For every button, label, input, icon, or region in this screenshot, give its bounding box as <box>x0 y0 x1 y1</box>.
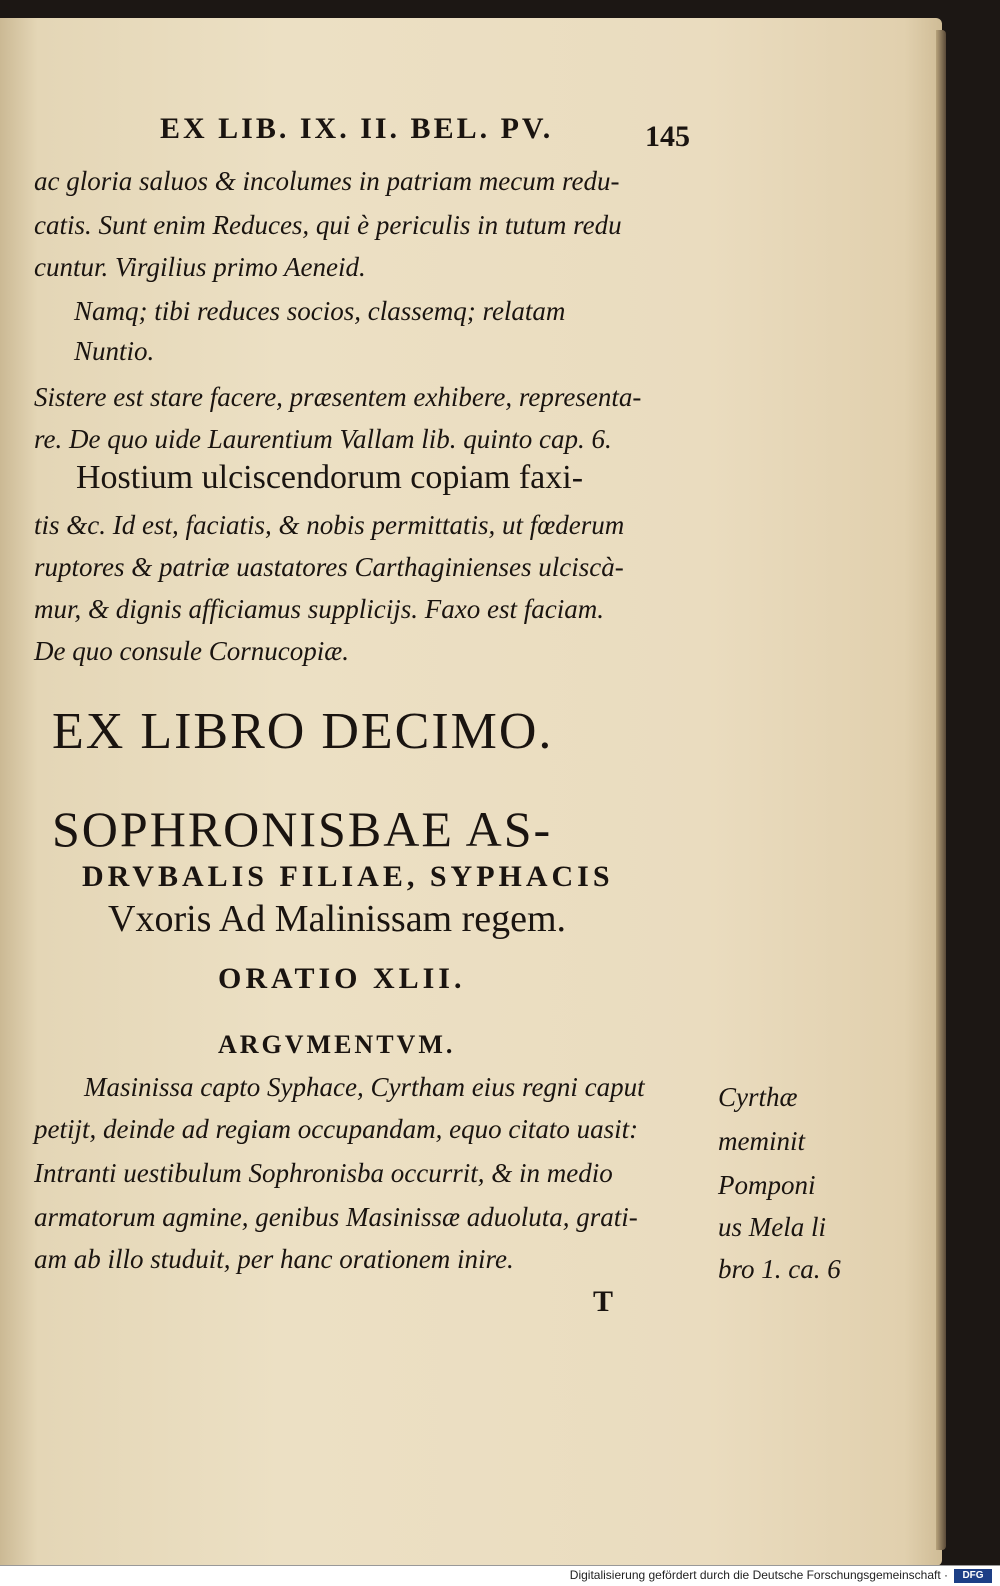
text-line: Sistere est stare facere, præsentem exhibere, representa- <box>34 382 642 412</box>
text-line: catis. Sunt enim Reduces, qui è periculis in tutum redu <box>34 210 622 240</box>
running-head: EX LIB. IX. II. BEL. PV. <box>160 112 554 145</box>
marginal-note-line: bro 1. ca. 6 <box>718 1254 841 1284</box>
oration-title-line-1: SOPHRONISBAE AS- <box>52 801 553 857</box>
oration-title-line-2: DRVBALIS FILIAE, SYPHACIS <box>82 860 614 893</box>
marginal-note-line: us Mela li <box>718 1212 826 1242</box>
lemma-line: Hostium ulciscendorum copiam faxi- <box>76 459 584 496</box>
text-line: Nuntio. <box>74 336 155 366</box>
argument-line: petijt, deinde ad regiam occupandam, equo citato uasit: <box>34 1114 639 1144</box>
text-line: ruptores & patriæ uastatores Carthaginienses ulciscà- <box>34 552 624 582</box>
book-heading: EX LIBRO DECIMO. <box>52 703 554 760</box>
marginal-note-line: meminit <box>718 1126 805 1156</box>
text-line: mur, & dignis afficiamus supplicijs. Faxo est faciam. <box>34 594 604 624</box>
argument-line: am ab illo studuit, per hanc orationem inire. <box>34 1244 514 1274</box>
text-line: tis &c. Id est, faciatis, & nobis permittatis, ut fœderum <box>34 510 625 540</box>
page-number: 145 <box>645 120 690 153</box>
digitization-footer <box>0 1565 1000 1586</box>
catchword: T <box>593 1285 614 1318</box>
dfg-logo-icon: DFG <box>954 1569 992 1583</box>
oration-title-line-3: Vxoris Ad Malinissam regem. <box>108 898 567 940</box>
marginal-note-line: Pomponi <box>718 1170 816 1200</box>
marginal-note-line: Cyrthæ <box>718 1082 798 1112</box>
footer-credit: Digitalisierung gefördert durch die Deutsche Forschungsgemeinschaft · <box>569 1568 948 1582</box>
argument-line: armatorum agmine, genibus Masinissæ aduoluta, grati- <box>34 1202 638 1232</box>
text-line: re. De quo uide Laurentium Vallam lib. quinto cap. 6. <box>34 424 612 454</box>
oratio-number: ORATIO XLII. <box>218 962 466 995</box>
text-line: Namq; tibi reduces socios, classemq; relatam <box>74 296 566 326</box>
argumentum-heading: ARGVMENTVM. <box>218 1030 456 1059</box>
text-line: De quo consule Cornucopiæ. <box>34 636 349 666</box>
text-line: ac gloria saluos & incolumes in patriam mecum redu- <box>34 166 620 196</box>
argument-line: Intranti uestibulum Sophronisba occurrit, & in medio <box>34 1158 613 1188</box>
argument-line: Masinissa capto Syphace, Cyrtham eius regni caput <box>84 1072 645 1102</box>
text-line: cuntur. Virgilius primo Aeneid. <box>34 252 366 282</box>
